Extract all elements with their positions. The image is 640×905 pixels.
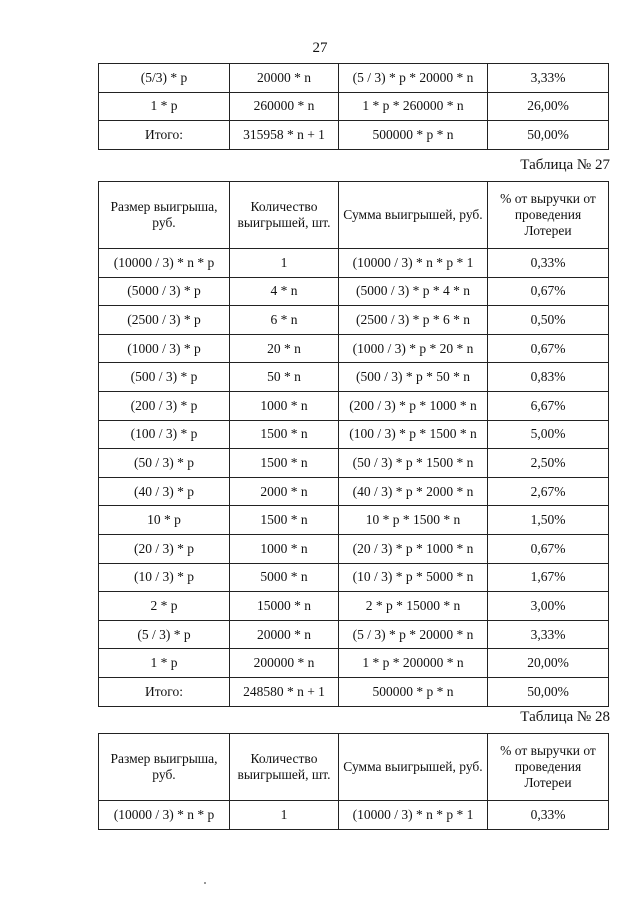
cell-prize-count: 1	[230, 249, 339, 278]
table-row	[99, 506, 609, 535]
cell-prize-count: 1500 * n	[230, 420, 339, 449]
cell-prize-count: 6 * n	[230, 306, 339, 335]
cell-revenue-percent: 0,67%	[488, 277, 609, 306]
table-row	[99, 363, 609, 392]
cell-prize-count: 1500 * n	[230, 506, 339, 535]
header-prize-count: Количество выигрышей, шт.	[230, 182, 339, 249]
cell-revenue-percent: 3,33%	[488, 620, 609, 649]
cell-revenue-percent: 3,00%	[488, 592, 609, 621]
cell-prize-size: (10 / 3) * p	[99, 563, 230, 592]
cell-prize-count: 1500 * n	[230, 449, 339, 478]
cell-revenue-percent: 5,00%	[488, 420, 609, 449]
table-row	[99, 534, 609, 563]
cell-prize-sum: (100 / 3) * p * 1500 * n	[339, 420, 488, 449]
cell-prize-sum: (500 / 3) * p * 50 * n	[339, 363, 488, 392]
header-revenue-percent: % от выручки от проведения Лотереи	[488, 182, 609, 249]
table-27	[98, 181, 609, 707]
table-row	[99, 592, 609, 621]
cell-revenue-percent: 0,67%	[488, 534, 609, 563]
cell-prize-count: 15000 * n	[230, 592, 339, 621]
table-row	[99, 449, 609, 478]
cell-prize-count: 20000 * n	[230, 64, 339, 93]
cell-prize-size: 1 * p	[99, 92, 230, 121]
table-row	[99, 477, 609, 506]
table-row	[99, 334, 609, 363]
table-row	[99, 249, 609, 278]
cell-prize-size: (20 / 3) * p	[99, 534, 230, 563]
table-row	[99, 649, 609, 678]
cell-revenue-percent: 0,33%	[488, 249, 609, 278]
total-row	[99, 121, 609, 150]
cell-prize-count: 50 * n	[230, 363, 339, 392]
table-row	[99, 620, 609, 649]
cell-prize-sum: (2500 / 3) * p * 6 * n	[339, 306, 488, 335]
cell-prize-count: 1000 * n	[230, 534, 339, 563]
cell-prize-size: (200 / 3) * p	[99, 391, 230, 420]
header-prize-sum: Сумма выигрышей, руб.	[339, 734, 488, 801]
cell-prize-size: (5/3) * p	[99, 64, 230, 93]
cell-revenue-percent: 26,00%	[488, 92, 609, 121]
cell-prize-size: 2 * p	[99, 592, 230, 621]
cell-prize-count: 4 * n	[230, 277, 339, 306]
cell-prize-sum: 1 * p * 200000 * n	[339, 649, 488, 678]
cell-revenue-percent: 3,33%	[488, 64, 609, 93]
cell-prize-count: 2000 * n	[230, 477, 339, 506]
cell-prize-count: 20000 * n	[230, 620, 339, 649]
cell-prize-sum: (5 / 3) * p * 20000 * n	[339, 64, 488, 93]
cell-prize-sum: 1 * p * 260000 * n	[339, 92, 488, 121]
cell-prize-sum: (40 / 3) * p * 2000 * n	[339, 477, 488, 506]
cell-prize-count: 315958 * n + 1	[230, 121, 339, 150]
cell-prize-sum: (50 / 3) * p * 1500 * n	[339, 449, 488, 478]
cell-prize-sum: (10000 / 3) * n * p * 1	[339, 801, 488, 830]
cell-prize-sum: (5000 / 3) * p * 4 * n	[339, 277, 488, 306]
cell-revenue-percent: 1,50%	[488, 506, 609, 535]
scan-speck	[204, 882, 206, 884]
cell-prize-sum: 2 * p * 15000 * n	[339, 592, 488, 621]
table-27-caption: Таблица № 27	[520, 157, 610, 173]
cell-revenue-percent: 2,50%	[488, 449, 609, 478]
header-prize-count: Количество выигрышей, шт.	[230, 734, 339, 801]
cell-prize-count: 260000 * n	[230, 92, 339, 121]
cell-prize-size: (2500 / 3) * p	[99, 306, 230, 335]
cell-revenue-percent: 1,67%	[488, 563, 609, 592]
cell-prize-size: (100 / 3) * p	[99, 420, 230, 449]
cell-prize-sum: (10000 / 3) * n * p * 1	[339, 249, 488, 278]
table-row	[99, 391, 609, 420]
cell-prize-sum: (5 / 3) * p * 20000 * n	[339, 620, 488, 649]
cell-prize-size: (50 / 3) * p	[99, 449, 230, 478]
header-revenue-percent: % от выручки от проведения Лотереи	[488, 734, 609, 801]
table-row	[99, 64, 609, 93]
table-28	[98, 733, 609, 830]
cell-prize-size: Итого:	[99, 677, 230, 706]
cell-prize-size: (1000 / 3) * p	[99, 334, 230, 363]
cell-prize-size: (40 / 3) * p	[99, 477, 230, 506]
top-table-continuation	[98, 63, 609, 150]
cell-revenue-percent: 0,83%	[488, 363, 609, 392]
table-28-caption: Таблица № 28	[520, 709, 610, 725]
table-row	[99, 801, 609, 830]
header-prize-size: Размер выигрыша, руб.	[99, 182, 230, 249]
table-row	[99, 563, 609, 592]
cell-prize-size: (10000 / 3) * n * p	[99, 249, 230, 278]
cell-prize-size: (5 / 3) * p	[99, 620, 230, 649]
cell-revenue-percent: 20,00%	[488, 649, 609, 678]
cell-revenue-percent: 6,67%	[488, 391, 609, 420]
page-number: 27	[312, 40, 328, 56]
cell-prize-sum: 500000 * p * n	[339, 121, 488, 150]
cell-prize-sum: (10 / 3) * p * 5000 * n	[339, 563, 488, 592]
cell-prize-size: Итого:	[99, 121, 230, 150]
cell-revenue-percent: 0,67%	[488, 334, 609, 363]
table-row	[99, 277, 609, 306]
header-prize-sum: Сумма выигрышей, руб.	[339, 182, 488, 249]
table-row	[99, 92, 609, 121]
cell-prize-sum: 10 * p * 1500 * n	[339, 506, 488, 535]
table-row	[99, 306, 609, 335]
cell-prize-sum: 500000 * p * n	[339, 677, 488, 706]
cell-prize-size: 1 * p	[99, 649, 230, 678]
table-27-header-row	[99, 182, 609, 249]
total-row	[99, 677, 609, 706]
cell-prize-size: 10 * p	[99, 506, 230, 535]
cell-revenue-percent: 0,50%	[488, 306, 609, 335]
cell-prize-count: 1	[230, 801, 339, 830]
cell-prize-sum: (20 / 3) * p * 1000 * n	[339, 534, 488, 563]
cell-prize-size: (500 / 3) * p	[99, 363, 230, 392]
cell-prize-count: 5000 * n	[230, 563, 339, 592]
cell-prize-sum: (1000 / 3) * p * 20 * n	[339, 334, 488, 363]
cell-prize-sum: (200 / 3) * p * 1000 * n	[339, 391, 488, 420]
cell-revenue-percent: 2,67%	[488, 477, 609, 506]
table-28-header-row	[99, 734, 609, 801]
cell-prize-size: (5000 / 3) * p	[99, 277, 230, 306]
cell-revenue-percent: 50,00%	[488, 121, 609, 150]
cell-prize-count: 200000 * n	[230, 649, 339, 678]
cell-revenue-percent: 0,33%	[488, 801, 609, 830]
cell-prize-count: 248580 * n + 1	[230, 677, 339, 706]
cell-prize-count: 20 * n	[230, 334, 339, 363]
cell-revenue-percent: 50,00%	[488, 677, 609, 706]
table-row	[99, 420, 609, 449]
cell-prize-size: (10000 / 3) * n * p	[99, 801, 230, 830]
cell-prize-count: 1000 * n	[230, 391, 339, 420]
header-prize-size: Размер выигрыша, руб.	[99, 734, 230, 801]
